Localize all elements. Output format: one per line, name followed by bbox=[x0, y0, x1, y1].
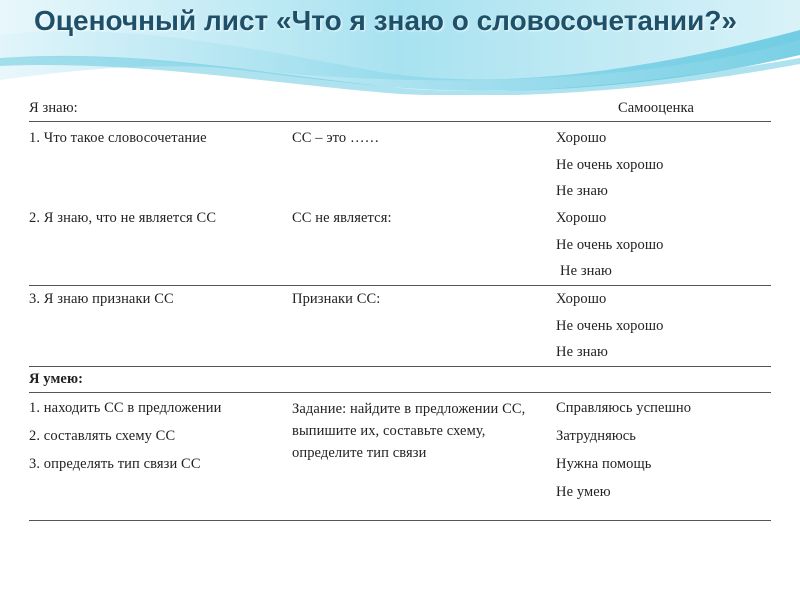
table-divider bbox=[29, 520, 771, 521]
assessment-option[interactable]: Хорошо bbox=[556, 130, 607, 146]
row-item-label: 2. Я знаю, что не является СС bbox=[29, 210, 217, 226]
can-section-heading: Я умею: bbox=[29, 371, 84, 387]
assessment-option[interactable]: Хорошо bbox=[556, 210, 607, 226]
header-self-assessment-label: Самооценка bbox=[618, 100, 694, 116]
assessment-option[interactable]: Не знаю bbox=[560, 263, 612, 279]
row-item-label: 1. Что такое словосочетание bbox=[29, 130, 207, 146]
assessment-option[interactable]: Не очень хорошо bbox=[556, 237, 664, 253]
row-answer-prompt: СС не является: bbox=[292, 210, 392, 226]
assessment-option[interactable]: Не знаю bbox=[556, 183, 608, 199]
table-divider bbox=[29, 366, 771, 367]
table-divider bbox=[29, 285, 771, 286]
page-title: Оценочный лист «Что я знаю о словосочетании?» bbox=[34, 5, 737, 36]
skill-item: 2. составлять схему СС bbox=[29, 428, 176, 444]
assessment-option[interactable]: Нужна помощь bbox=[556, 456, 652, 472]
skill-item: 1. находить СС в предложении bbox=[29, 400, 222, 416]
assessment-option[interactable]: Не умею bbox=[556, 484, 611, 500]
assessment-option[interactable]: Хорошо bbox=[556, 291, 607, 307]
assessment-option[interactable]: Не очень хорошо bbox=[556, 157, 664, 173]
table-divider bbox=[29, 121, 771, 122]
assessment-option[interactable]: Не очень хорошо bbox=[556, 318, 664, 334]
task-description: Задание: найдите в предложении СС, выпишите их, составьте схему, определите тип связи bbox=[292, 401, 526, 461]
assessment-option[interactable]: Не знаю bbox=[556, 344, 608, 360]
row-answer-prompt: СС – это …… bbox=[292, 130, 380, 146]
row-item-label: 3. Я знаю признаки СС bbox=[29, 291, 174, 307]
row-answer-prompt: Признаки СС: bbox=[292, 291, 381, 307]
header-know-label: Я знаю: bbox=[29, 100, 78, 116]
skill-item: 3. определять тип связи СС bbox=[29, 456, 201, 472]
assessment-option[interactable]: Справляюсь успешно bbox=[556, 400, 692, 416]
table-divider bbox=[29, 392, 771, 393]
assessment-option[interactable]: Затрудняюсь bbox=[556, 428, 637, 444]
